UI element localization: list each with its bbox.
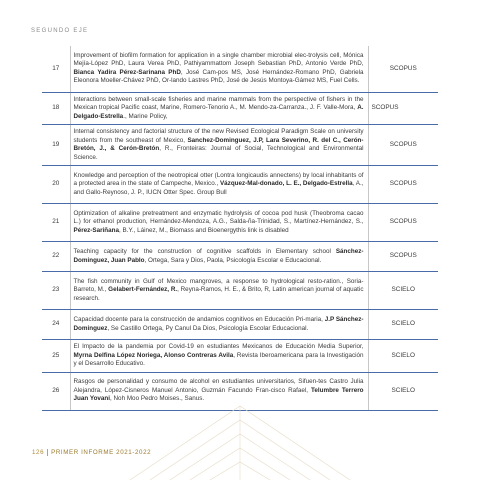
citation-text: ., Marine Policy, xyxy=(123,112,168,120)
row-number: 19 xyxy=(42,125,70,166)
table-row xyxy=(42,166,438,204)
publication-citation xyxy=(70,166,368,204)
citation-text: Improvement of biofilm formation for application in a single chamber microbial elec-trolysis cell, Mónica Mejía-López PhD, Laura Verea PhD, Pathiyammattom Joseph Sebastian PhD, Antonio Verde PhD, xyxy=(73,51,364,68)
index-database: SCOPUS xyxy=(368,242,438,272)
table-row xyxy=(42,372,438,410)
index-database: SCIELO xyxy=(368,340,438,373)
author-highlight: Gelabert-Fernández, R. xyxy=(108,286,178,294)
publication-citation xyxy=(70,204,368,242)
table-row xyxy=(42,310,438,340)
citation-text: Knowledge and perception of the neotropical otter (Lontra longicaudis annectens) by local inhabitants of a protected area in the state of Campeche, Mexico., xyxy=(73,171,364,188)
author-highlight: Vázquez-Mal-donado, L. E., Delgado-Estrella xyxy=(219,180,353,188)
report-title: PRIMER INFORME 2021-2022 xyxy=(51,449,152,456)
row-number: 24 xyxy=(42,310,70,340)
table-row xyxy=(42,204,438,242)
author-highlight: Bianca Yadira Pérez-Sarinana PhD xyxy=(73,68,181,76)
table-row xyxy=(42,272,438,310)
author-highlight: Sanchez-Dominguez, J.P, Lara Severino, R. del C., Cerón-Bretón, J., & Cerón-Bretón xyxy=(73,136,364,152)
row-number: 25 xyxy=(42,340,70,373)
publication-citation xyxy=(70,372,368,410)
publication-citation xyxy=(70,92,368,125)
publication-citation xyxy=(70,125,368,166)
publication-citation xyxy=(70,310,368,340)
index-database: SCIELO xyxy=(368,272,438,310)
citation-text: Optimization of alkaline pretreatment and enzymatic hydrolysis of cocoa pod husk (Theobroma cacao L.) for ethanol production, Hernández-Mendoza, A.G., Salda-ña-Trinidad, S., Martínez-Hernández, S., xyxy=(73,209,364,226)
citation-text: The fish community in Gulf of Mexico mangroves, a response to hydrological resto-ration., Soria-Barreto, M., xyxy=(73,277,364,294)
citation-text: El Impacto de la pandemia por Covid-19 en estudiantes Mexicanos de Educación Media Superior, xyxy=(73,343,364,350)
publication-citation xyxy=(70,340,368,373)
row-number: 17 xyxy=(42,46,70,92)
author-highlight: Telumbre Terrero Juan Yovani xyxy=(73,386,364,403)
row-number: 20 xyxy=(42,166,70,204)
index-database: SCOPUS xyxy=(368,166,438,204)
index-database: SCIELO xyxy=(368,310,438,340)
publication-citation xyxy=(70,242,368,272)
author-highlight: Myrna Delfina López Noriega, Alonso Contreras Avila xyxy=(73,351,234,359)
footer-separator xyxy=(47,449,48,456)
row-number: 18 xyxy=(42,92,70,125)
citation-text: , Reyna-Ramos, H. E., & Brito, R, Latin american journal of aquatic research. xyxy=(73,286,364,302)
publication-citation xyxy=(70,46,368,92)
table-row xyxy=(42,242,438,272)
table-row xyxy=(42,46,438,92)
row-number: 22 xyxy=(42,242,70,272)
table-row xyxy=(42,92,438,125)
index-database: SCOPUS xyxy=(368,46,438,92)
author-highlight: J.P Sánchez-Dominguez xyxy=(73,316,364,332)
citation-text: Capacidad docente para la construcción de andamios cognitivos en Educación Pri-maria, xyxy=(73,316,325,323)
citation-text: , Noh Moo Pedro Moises., Sanus. xyxy=(110,395,205,403)
citation-text: , R., Fronteiras: Journal of Social, Technological and Environmental Science. xyxy=(73,145,364,161)
citation-text: Interactions between small-scale fisheries and marine mammals from the perspective of fishers in the Mexican tropical Pacific coast, Marine, Romero-Tenorio A., M. Mendo-za-Carranza., J. F. Valle-Mora, xyxy=(73,95,364,111)
citation-text: , Ortega, Sara y Dios, Paola, Psicología Escolar e Educacional. xyxy=(144,256,322,264)
author-highlight: A. Delgado-Estrella xyxy=(73,104,364,120)
citation-text: , José Cam-pos MS, José Hernández-Romano PhD, Gabriela Eleonora Moeller-Chávez PhD, Or-lando Lastres PhD, José de Jesús Montoya-Gámez MS, Fuel Cells. xyxy=(73,68,364,85)
table-row xyxy=(42,125,438,166)
row-number: 26 xyxy=(42,372,70,410)
citation-text: , Se Castillo Ortega, Py Canul Da Dios, Psicología Escolar Educacional. xyxy=(107,324,309,332)
citation-text: , A., and Gallo-Reynoso, J. P., IUCN Otter Spec. Group Bull xyxy=(73,180,364,196)
index-database: SCOPUS xyxy=(368,125,438,166)
row-number: 23 xyxy=(42,272,70,310)
index-database: SCIELO xyxy=(368,372,438,410)
section-header: SEGUNDO EJE xyxy=(31,28,89,34)
citation-text: Teaching capacity for the construction of cognitive scaffolds in Elementary school xyxy=(73,248,336,255)
citation-text: Rasgos de personalidad y consumo de alcohol en estudiantes universitarios, Sifuen-tes Castro Julia Alejandra, López-Cisneros Manuel Antonio, Guzmán Facundo Fran-cisco Rafael, xyxy=(73,378,364,394)
citation-text: , Revista Iberoamericana para la Investigación y el Desarrollo Educativo. xyxy=(73,351,364,367)
citation-text: , B.Y., Láinez, M., Biomass and Bioenergythis link is disabled xyxy=(119,226,289,234)
author-highlight: Sánchez-Dominguez, Juan Pablo xyxy=(73,248,364,264)
index-database: SCOPUS xyxy=(368,204,438,242)
table-row xyxy=(42,340,438,373)
author-highlight: Pérez-Sariñana xyxy=(73,226,119,234)
publication-citation xyxy=(70,272,368,310)
page-footer xyxy=(32,449,151,456)
page-number: 126 xyxy=(32,449,45,456)
publications-table xyxy=(42,46,438,411)
citation-text: Internal consistency and factorial structure of the new Revised Ecological Paradigm Scale on university students from the southeast of Mexico, xyxy=(73,128,364,144)
index-database: SCOPUS xyxy=(368,92,438,125)
row-number: 21 xyxy=(42,204,70,242)
